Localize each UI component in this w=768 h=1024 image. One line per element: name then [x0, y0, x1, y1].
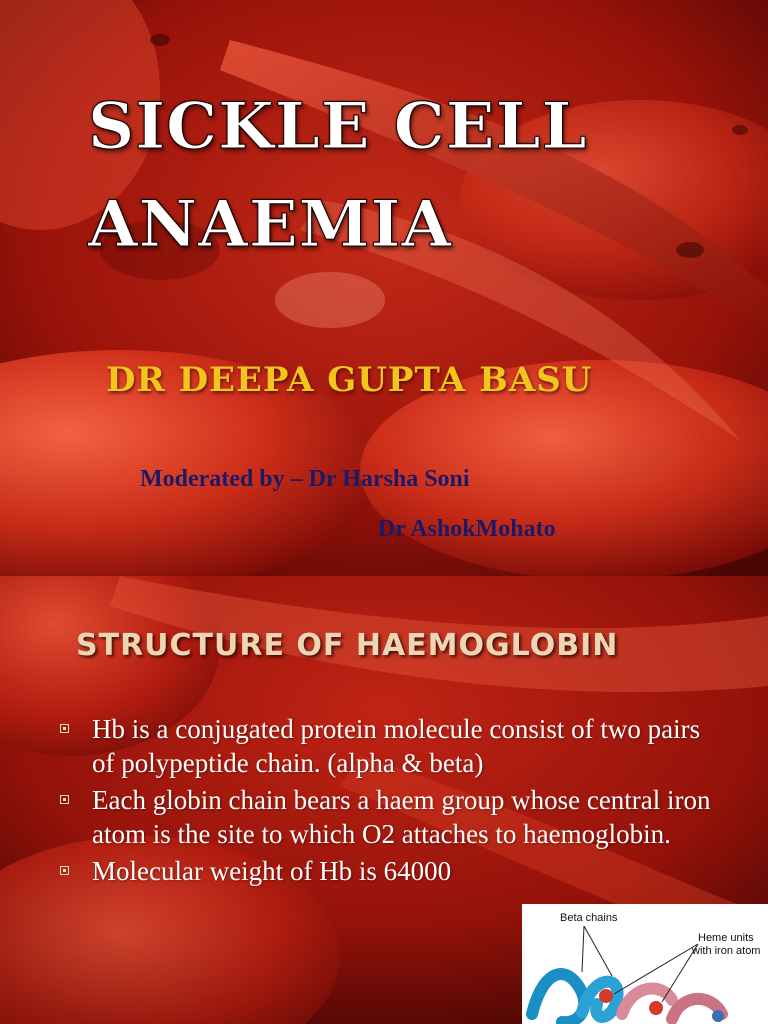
- square-bullet-icon: [60, 795, 69, 804]
- square-bullet-icon: [60, 724, 69, 733]
- bullet-item: [56, 712, 716, 780]
- heme-units-label-line-2: with iron atom: [692, 945, 761, 957]
- bullet-text: Each globin chain bears a haem group whose central iron atom is the site to which O2 attaches to haemoglobin.: [92, 785, 711, 849]
- slide-title: [88, 78, 588, 274]
- title-line-1: SICKLE CELL: [88, 89, 588, 164]
- haemoglobin-molecule-illustration: [522, 904, 768, 1024]
- second-moderator: Dr AshokMohato: [378, 516, 556, 542]
- bullet-text: Hb is a conjugated protein molecule consist of two pairs of polypeptide chain. (alpha & beta): [92, 714, 701, 778]
- bullet-text: Molecular weight of Hb is 64000: [92, 856, 452, 886]
- bullet-item: [56, 854, 716, 888]
- square-bullet-icon: [60, 866, 69, 875]
- haemoglobin-diagram: [522, 904, 768, 1024]
- bullet-item: [56, 783, 716, 851]
- title-line-2: ANAEMIA: [88, 187, 453, 262]
- heme-units-label-line-1: Heme units: [698, 932, 754, 944]
- beta-chains-label: Beta chains: [560, 912, 618, 924]
- author-name: DR DEEPA GUPTA BASU: [106, 360, 593, 400]
- moderated-by-line: Moderated by – Dr Harsha Soni: [140, 466, 470, 492]
- structure-slide: [0, 576, 768, 1024]
- section-heading: STRUCTURE OF HAEMOGLOBIN: [76, 628, 619, 663]
- bullet-list: [56, 712, 716, 891]
